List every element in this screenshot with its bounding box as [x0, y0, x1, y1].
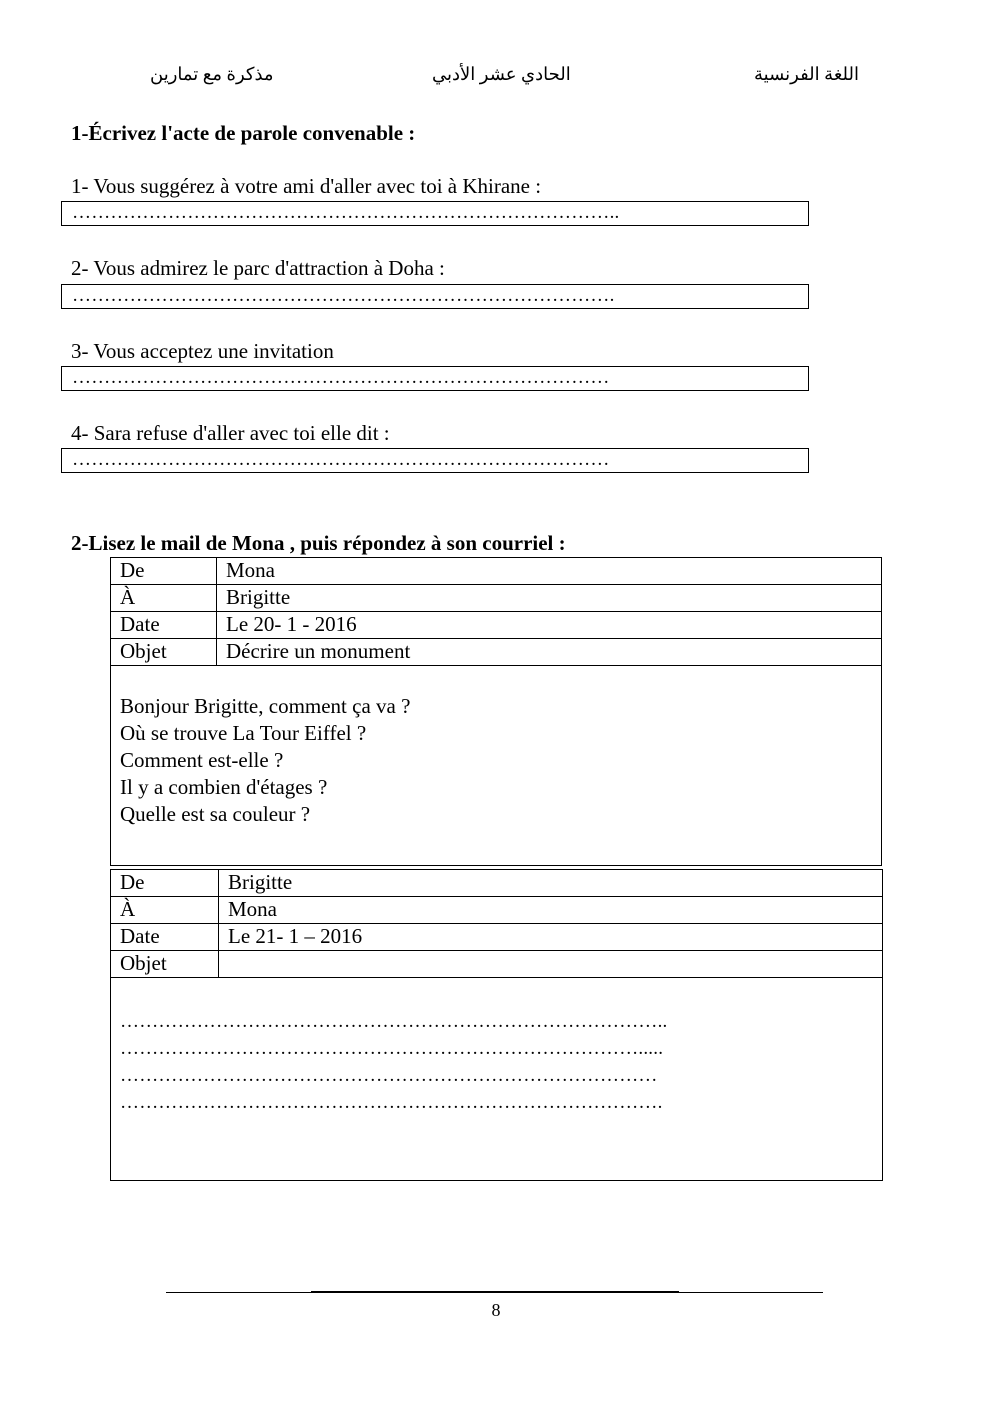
- mail-row-date: [111, 612, 882, 639]
- mail-body-line: Où se trouve La Tour Eiffel ?: [120, 721, 367, 745]
- footer-rule-thick: [311, 1291, 679, 1293]
- mail-row-to: [111, 585, 882, 612]
- mail-label-subject: Objet: [111, 639, 217, 666]
- question-1: 1- Vous suggérez à votre ami d'aller avec toi à Khirane :: [71, 174, 542, 198]
- mail-body-line: Bonjour Brigitte, comment ça va ?: [120, 694, 411, 718]
- mail-value-from: Mona: [217, 558, 882, 585]
- reply-value-date: Le 21- 1 – 2016: [219, 924, 883, 951]
- reply-value-from: Brigitte: [219, 870, 883, 897]
- reply-row-subject: [111, 951, 883, 978]
- reply-dotted-line: ………………………………………………………………………….: [120, 1092, 663, 1113]
- reply-body-row: [111, 978, 883, 1181]
- header-subject: اللغة الفرنسية: [754, 64, 859, 84]
- mail-body: [111, 666, 882, 866]
- mail-row-subject: [111, 639, 882, 666]
- reply-dotted-line: …………………………………………………………………………: [120, 1065, 658, 1086]
- mail-body-line: Quelle est sa couleur ?: [120, 802, 311, 826]
- mail-body-line: Comment est-elle ?: [120, 748, 284, 772]
- question-3: 3- Vous acceptez une invitation: [71, 339, 334, 363]
- reply-value-to: Mona: [219, 897, 883, 924]
- mail-body-line: Il y a combien d'étages ?: [120, 775, 328, 799]
- mail-body-row: [111, 666, 882, 866]
- answer-field-4[interactable]: …………………………………………………………………………: [61, 448, 809, 473]
- question-2: 2- Vous admirez le parc d'attraction à Doha :: [71, 256, 445, 280]
- mail-label-from: De: [111, 558, 217, 585]
- reply-dotted-line: ……………………………………………………………………….....: [120, 1038, 664, 1059]
- mail-label-date: Date: [111, 612, 217, 639]
- section2-title: 2-Lisez le mail de Mona , puis répondez à son courriel :: [71, 531, 566, 555]
- reply-label-date: Date: [111, 924, 219, 951]
- reply-body-input[interactable]: [111, 978, 883, 1181]
- mail-value-date: Le 20- 1 - 2016: [217, 612, 882, 639]
- reply-subject-input[interactable]: [219, 951, 883, 978]
- reply-row-to: [111, 897, 883, 924]
- reply-label-from: De: [111, 870, 219, 897]
- page-number: 8: [491, 1300, 501, 1320]
- answer-field-2[interactable]: ………………………………………………………………………….: [61, 284, 809, 309]
- answer-field-1[interactable]: …………………………………………………………………………..: [61, 201, 809, 226]
- header-doc-type: مذكرة مع تمارين: [150, 64, 274, 84]
- mail-reply: [110, 869, 883, 1181]
- reply-row-from: [111, 870, 883, 897]
- header-grade: الحادي عشر الأدبي: [432, 64, 571, 84]
- mail-received: [110, 557, 882, 866]
- mail-row-from: [111, 558, 882, 585]
- reply-row-date: [111, 924, 883, 951]
- section1-title: 1-Écrivez l'acte de parole convenable :: [71, 121, 416, 145]
- reply-label-subject: Objet: [111, 951, 219, 978]
- answer-field-3[interactable]: …………………………………………………………………………: [61, 366, 809, 391]
- mail-value-to: Brigitte: [217, 585, 882, 612]
- reply-dotted-line: …………………………………………………………………………..: [120, 1011, 668, 1032]
- reply-label-to: À: [111, 897, 219, 924]
- mail-value-subject: Décrire un monument: [217, 639, 882, 666]
- question-4: 4- Sara refuse d'aller avec toi elle dit :: [71, 421, 390, 445]
- mail-label-to: À: [111, 585, 217, 612]
